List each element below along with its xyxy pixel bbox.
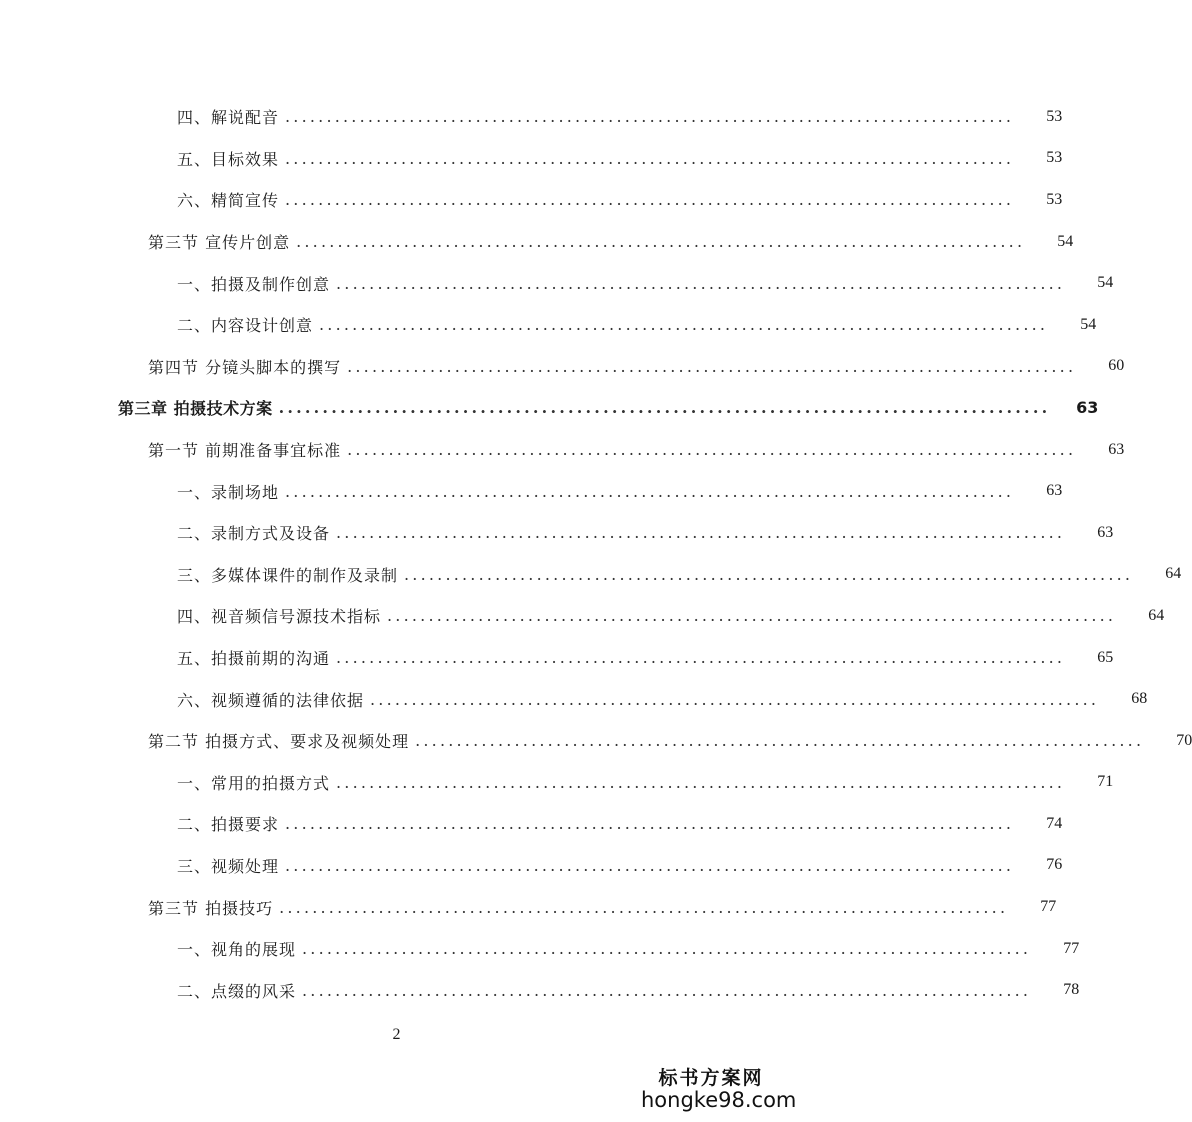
toc-entry[interactable] [0,678,1148,720]
dot-leader: ........................................................................................ [336,772,1066,792]
toc-entry-page: 53 [1046,107,1063,125]
toc-entry-title: 四、视音频信号源技术指标 [177,607,382,627]
toc-entry-title: 六、视频遵循的法律依据 [177,690,365,710]
toc-entry-page: 77 [1040,898,1057,916]
toc-entry[interactable] [0,138,1063,180]
watermark-name: 标书方案网 [658,1067,764,1089]
toc-entry-title: 六、精简宣传 [177,191,280,211]
toc-entry-page: 53 [1046,149,1063,167]
dot-leader: ........................................................................................ [370,689,1100,709]
toc-entry[interactable] [0,720,1192,762]
toc-entry-title: 四、解说配音 [177,108,280,128]
toc-entry-page: 70 [1176,731,1192,749]
toc-entry[interactable] [0,179,1063,221]
toc-entry-page: 71 [1097,773,1114,791]
toc-entry-title: 第二节 拍摄方式、要求及视频处理 [148,732,410,752]
toc-entry-title: 二、内容设计创意 [177,316,314,336]
toc-entry-title: 一、常用的拍摄方式 [177,773,331,793]
toc-entry[interactable] [0,262,1114,304]
toc-entry-page: 68 [1131,690,1148,708]
toc-entry-title: 二、点缀的风采 [177,981,297,1001]
toc-entry[interactable] [0,470,1063,512]
dot-leader: ........................................................................................ [404,564,1134,584]
toc-entry-title: 三、视频处理 [177,856,280,876]
toc-entry[interactable] [0,845,1063,887]
toc-entry-page: 53 [1046,190,1063,208]
toc-entry-page: 54 [1057,232,1074,250]
toc-entry-page: 63 [1108,440,1125,458]
toc-entry-title: 第三节 拍摄技巧 [148,898,274,918]
toc-chapter-entry[interactable] [0,387,1099,429]
dot-leader: ........................................................................................ [336,523,1066,543]
toc-chapter-page: 63 [1076,398,1099,418]
toc-entry[interactable] [0,346,1125,388]
toc-entry[interactable] [0,512,1114,554]
dot-leader: ........................................................................................ [336,648,1066,668]
toc-entry[interactable] [0,221,1074,263]
dot-leader: ........................................................................................ [285,481,1015,501]
toc-entry-title: 二、拍摄要求 [177,815,280,835]
dot-leader: ........................................................................................ [285,148,1015,168]
toc-entry[interactable] [0,969,1080,1011]
dot-leader: ........................................................................................ [302,980,1032,1000]
watermark-url: hongke98.com [641,1088,797,1112]
page-number: 2 [392,1026,401,1043]
toc-entry[interactable] [0,803,1063,845]
dot-leader: ........................................................................................ [296,232,1026,252]
toc-entry-title: 五、拍摄前期的沟通 [177,649,331,669]
dot-leader: ........................................................................................ [336,273,1066,293]
dot-leader: ........................................................................................ [415,731,1145,751]
toc-entry-page: 63 [1097,523,1114,541]
toc-entry[interactable] [0,762,1114,804]
table-of-contents [0,96,1192,1011]
dot-leader: ........................................................................................ [319,315,1049,335]
toc-entry-page: 60 [1108,357,1125,375]
toc-entry-title: 二、录制方式及设备 [177,524,331,544]
dot-leader: ........................................................................................ [278,398,1051,418]
dot-leader: ........................................................................................ [285,814,1015,834]
toc-entry-page: 77 [1063,939,1080,957]
toc-entry-page: 64 [1165,565,1182,583]
dot-leader: ........................................................................................ [285,190,1015,210]
toc-entry-title: 第一节 前期准备事宜标准 [148,441,342,461]
toc-entry-title: 第三节 宣传片创意 [148,233,291,253]
toc-entry[interactable] [0,304,1097,346]
toc-entry-page: 76 [1046,856,1063,874]
toc-entry[interactable] [0,429,1125,471]
toc-entry-title: 一、录制场地 [177,482,280,502]
dot-leader: ........................................................................................ [347,440,1077,460]
dot-leader: ........................................................................................ [302,939,1032,959]
toc-entry-title: 三、多媒体课件的制作及录制 [177,565,399,585]
dot-leader: ........................................................................................ [387,606,1117,626]
toc-entry-page: 65 [1097,648,1114,666]
toc-chapter-title: 第三章 拍摄技术方案 [118,399,273,419]
toc-entry[interactable] [0,637,1114,679]
toc-entry-page: 54 [1097,274,1114,292]
toc-entry[interactable] [0,928,1080,970]
toc-entry-title: 五、目标效果 [177,149,280,169]
toc-entry-page: 54 [1080,315,1097,333]
toc-entry-page: 64 [1148,606,1165,624]
toc-entry-title: 第四节 分镜头脚本的撰写 [148,357,342,377]
toc-entry[interactable] [0,96,1063,138]
toc-entry[interactable] [0,595,1165,637]
toc-entry-title: 一、拍摄及制作创意 [177,274,331,294]
toc-entry-page: 78 [1063,981,1080,999]
dot-leader: ........................................................................................ [279,897,1009,917]
toc-entry-page: 74 [1046,814,1063,832]
toc-entry-page: 63 [1046,482,1063,500]
dot-leader: ........................................................................................ [347,356,1077,376]
dot-leader: ........................................................................................ [285,107,1015,127]
toc-entry[interactable] [0,554,1182,596]
toc-entry[interactable] [0,886,1057,928]
toc-entry-title: 一、视角的展现 [177,940,297,960]
dot-leader: ........................................................................................ [285,855,1015,875]
watermark [641,1063,797,1112]
